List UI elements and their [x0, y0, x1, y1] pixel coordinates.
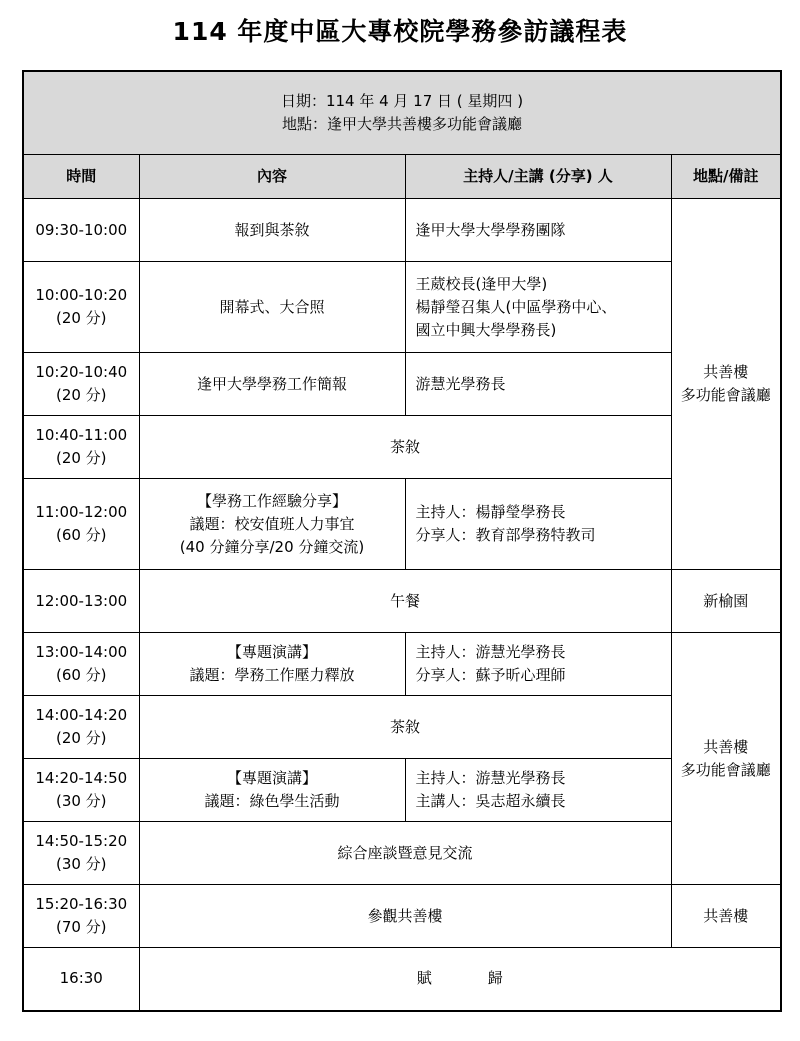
host-cell [405, 759, 671, 822]
time-range: 13:00-14:00 [35, 643, 128, 661]
location-line: 多功能會議廳 [680, 386, 771, 404]
content-cell: 參觀共善樓 [139, 885, 671, 948]
content-cell: 逢甲大學學務工作簡報 [139, 353, 405, 416]
time-range: 10:40-11:00 [35, 426, 128, 444]
location-line: 共善樓 [703, 737, 749, 756]
duration: (60 分) [55, 666, 107, 684]
duration: (60 分) [55, 526, 107, 544]
time-cell [23, 479, 139, 570]
time-range: 15:20-16:30 [35, 895, 128, 913]
duration: (20 分) [55, 729, 107, 747]
location-cell: 共善樓 [671, 885, 781, 948]
header-time: 時間 [23, 155, 139, 199]
time-cell [23, 822, 139, 885]
content-cell: 午餐 [139, 570, 671, 633]
host-cell [405, 262, 671, 353]
content-line: 【專題演講】 [226, 643, 317, 661]
table-row [23, 822, 781, 885]
location-line: 多功能會議廳 [680, 760, 771, 779]
table-row [23, 353, 781, 416]
time-range: 11:00-12:00 [35, 503, 128, 521]
host-line: 國立中興大學學務長) [415, 320, 557, 339]
table-row [23, 696, 781, 759]
duration: (20 分) [55, 309, 107, 327]
content-cell [139, 759, 405, 822]
content-cell [139, 479, 405, 570]
host-line: 分享人：蘇予昕心理師 [415, 666, 566, 684]
host-line: 逢甲大學大學學務團隊 [415, 220, 566, 239]
header-content: 內容 [139, 155, 405, 199]
time-range: 14:50-15:20 [35, 832, 128, 850]
duration: (30 分) [55, 792, 107, 810]
table-row [23, 570, 781, 633]
content-line: 【學務工作經驗分享】 [196, 491, 347, 510]
host-line: 游慧光學務長 [415, 374, 506, 393]
agenda-table [22, 70, 782, 1012]
time-range: 14:00-14:20 [35, 706, 128, 724]
time-cell [23, 948, 139, 1011]
host-line: 主持人：游慧光學務長 [415, 643, 566, 661]
content-line: 議題：綠色學生活動 [204, 792, 340, 810]
table-row [23, 759, 781, 822]
header-row [23, 155, 781, 199]
content-line: 議題：學務工作壓力釋放 [189, 666, 355, 684]
time-cell [23, 416, 139, 479]
content-cell: 報到與茶敘 [139, 199, 405, 262]
time-range: 14:20-14:50 [35, 769, 128, 787]
header-location: 地點/備註 [671, 155, 781, 199]
time-cell [23, 570, 139, 633]
content-cell [139, 633, 405, 696]
time-cell [23, 759, 139, 822]
duration: (20 分) [55, 449, 107, 467]
time-range: 12:00-13:00 [35, 591, 128, 610]
event-venue: 地點：逢甲大學共善樓多功能會議廳 [281, 115, 522, 133]
content-word: 賦 [416, 969, 432, 988]
content-line: (40 分鐘分享/20 分鐘交流) [179, 537, 365, 556]
location-cell: 新榆園 [671, 570, 781, 633]
table-row [23, 199, 781, 262]
time-cell [23, 633, 139, 696]
table-row [23, 262, 781, 353]
host-cell [405, 353, 671, 416]
event-date: 日期：114 年 4 月 17 日 ( 星期四 ) [280, 92, 524, 110]
location-cell [671, 199, 781, 570]
host-line: 主持人：游慧光學務長 [415, 769, 566, 787]
info-cell [23, 71, 781, 155]
content-cell: 茶敘 [139, 416, 671, 479]
time-range: 16:30 [59, 969, 103, 988]
info-row [23, 71, 781, 155]
content-word: 歸 [487, 969, 503, 988]
duration: (70 分) [55, 918, 107, 936]
time-cell [23, 353, 139, 416]
host-line: 分享人：教育部學務特教司 [415, 526, 596, 544]
table-row [23, 633, 781, 696]
duration: (20 分) [55, 386, 107, 404]
host-line: 楊靜瑩召集人(中區學務中心、 [415, 297, 617, 316]
content-cell: 茶敘 [139, 696, 671, 759]
host-cell [405, 633, 671, 696]
table-row [23, 948, 781, 1011]
time-range: 09:30-10:00 [35, 220, 128, 239]
host-cell [405, 199, 671, 262]
content-cell [139, 948, 781, 1011]
table-row [23, 885, 781, 948]
time-cell [23, 696, 139, 759]
duration: (30 分) [55, 855, 107, 873]
content-cell: 綜合座談暨意見交流 [139, 822, 671, 885]
host-line: 主持人：楊靜瑩學務長 [415, 503, 566, 521]
location-cell [671, 633, 781, 885]
host-line: 主講人：吳志超永續長 [415, 792, 566, 810]
content-cell: 開幕式、大合照 [139, 262, 405, 353]
content-line: 議題：校安值班人力事宜 [189, 514, 355, 533]
location-line: 共善樓 [703, 363, 749, 381]
table-row [23, 479, 781, 570]
table-row [23, 416, 781, 479]
time-range: 10:20-10:40 [35, 363, 128, 381]
header-host: 主持人/主講 (分享) 人 [405, 155, 671, 199]
time-cell [23, 885, 139, 948]
time-range: 10:00-10:20 [35, 286, 128, 304]
host-cell [405, 479, 671, 570]
content-line: 【專題演講】 [226, 769, 317, 787]
time-cell [23, 262, 139, 353]
page-title: 114 年度中區大專校院學務參訪議程表 [172, 17, 628, 46]
time-cell [23, 199, 139, 262]
host-line: 王葳校長(逢甲大學) [415, 274, 548, 293]
